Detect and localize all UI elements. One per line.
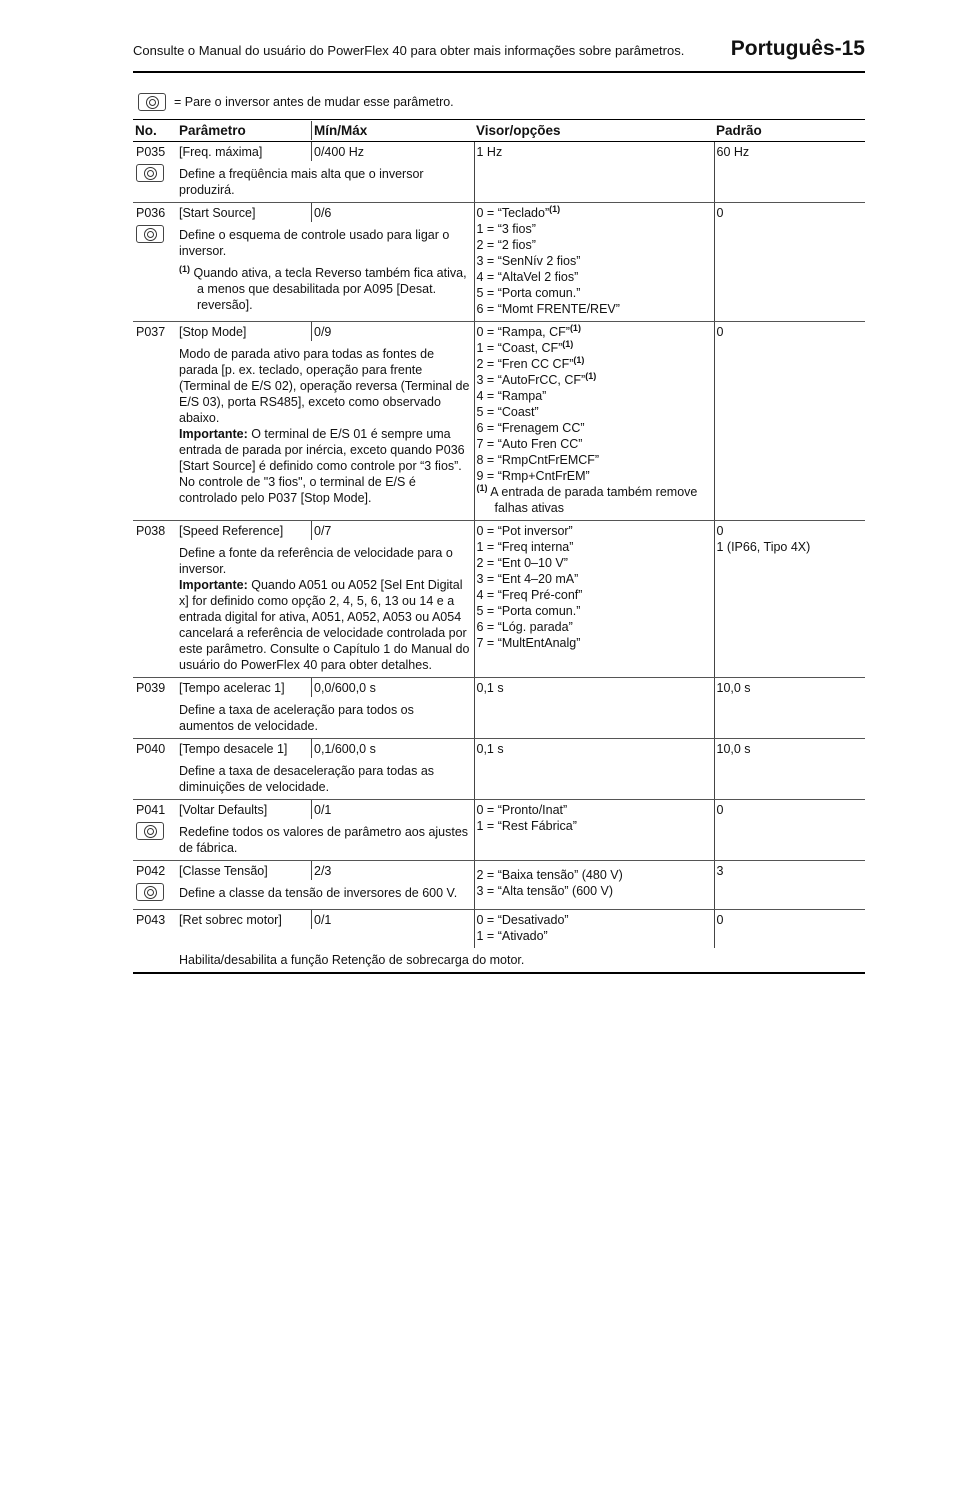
- param-default: 10,0 s: [714, 739, 865, 800]
- param-name: [Tempo desacele 1]: [179, 742, 288, 756]
- option: 1 = “Rest Fábrica”: [476, 819, 577, 833]
- table-row: [133, 739, 865, 800]
- option: 1 = “3 fios”: [476, 222, 536, 236]
- option: 6 = “Lóg. parada”: [476, 620, 573, 634]
- param-number: P036: [136, 206, 166, 220]
- param-default: 3: [714, 861, 865, 910]
- stop-note-text: = Pare o inversor antes de mudar esse parâmetro.: [174, 95, 454, 109]
- param-default: 10,0 s: [714, 678, 865, 739]
- param-minmax: 0/6: [311, 205, 331, 221]
- param-minmax: 0,1/600,0 s: [311, 741, 376, 757]
- footnote-mark: (1): [549, 203, 561, 214]
- option: 6 = “Frenagem CC”: [476, 421, 585, 435]
- param-number: P040: [136, 742, 166, 756]
- param-number: P043: [136, 913, 166, 927]
- option: 1 Hz: [476, 145, 503, 159]
- table-row: [133, 322, 865, 521]
- param-name: [Classe Tensão]: [179, 864, 268, 878]
- footnote: [179, 265, 472, 313]
- param-minmax: 0/400 Hz: [311, 144, 364, 160]
- important-label: Importante:: [179, 578, 248, 592]
- col-param-label: Parâmetro: [179, 123, 246, 138]
- option: 2 = “Baixa tensão” (480 V): [476, 868, 623, 882]
- footnote-text: A entrada de parada também remove falhas ativas: [490, 485, 698, 515]
- table-row: [133, 910, 865, 949]
- param-description: Redefine todos os valores de parâmetro aos ajustes de fábrica.: [179, 825, 469, 855]
- param-default: 0: [714, 203, 865, 322]
- option: 0 = “Rampa, CF”$^{(1)}$: [476, 322, 581, 339]
- option: 3 = “Alta tensão” (600 V): [476, 884, 614, 898]
- important-note: [179, 426, 472, 506]
- param-description: Define o esquema de controle usado para ligar o inversor.: [179, 228, 450, 258]
- footnote-mark: (1): [179, 263, 190, 274]
- param-default-alt: 1 (IP66, Tipo 4X): [716, 540, 811, 554]
- option: 0,1 s: [476, 742, 504, 756]
- option: 2 = “Ent 0–10 V”: [476, 556, 568, 570]
- option: 4 = “AltaVel 2 fios”: [476, 270, 579, 284]
- param-minmax: 2/3: [311, 863, 331, 879]
- param-name: [Freq. máxima]: [179, 145, 263, 159]
- parameter-table: [133, 119, 865, 974]
- option: 5 = “Porta comun.”: [476, 604, 581, 618]
- param-number: P041: [136, 803, 166, 817]
- option: 0 = “Teclado”$^{(1)}$: [476, 203, 561, 220]
- header-rule: [133, 71, 865, 73]
- param-default: 0: [716, 524, 724, 538]
- important-text: O terminal de E/S 01 é sempre uma entrada de parada por inércia, exceto quando P036 [Start Source] é definido como controle por “3 fios”. No controle de "3 fios", o terminal de E/S é controlado pelo P037 [Stop Mode].: [179, 427, 465, 505]
- table-row: [133, 203, 865, 322]
- param-number: P037: [136, 325, 166, 339]
- option: 8 = “RmpCntFrEMCF”: [476, 453, 600, 467]
- stop-note: [138, 93, 454, 111]
- param-number: P035: [136, 145, 166, 159]
- param-minmax: 0/1: [311, 802, 331, 818]
- option: 7 = “Auto Fren CC”: [476, 437, 583, 451]
- option: 0 = “Pronto/Inat”: [476, 803, 568, 817]
- footnote-mark: (1): [476, 482, 488, 493]
- option: 1 = “Coast, CF”$^{(1)}$: [476, 338, 574, 355]
- param-default: 60 Hz: [714, 142, 865, 203]
- table-row: [133, 800, 865, 861]
- stop-drive-icon: [136, 164, 164, 182]
- param-description: Define a taxa de desaceleração para todas as diminuições de velocidade.: [179, 764, 435, 794]
- param-minmax: 0/9: [311, 324, 331, 340]
- param-minmax: 0/1: [311, 912, 331, 928]
- option: 2 = “2 fios”: [476, 238, 536, 252]
- option: 9 = “Rmp+CntFrEM”: [476, 469, 590, 483]
- important-label: Importante:: [179, 427, 248, 441]
- stop-drive-icon: [136, 883, 164, 901]
- param-name: [Tempo acelerac 1]: [179, 681, 285, 695]
- param-default: 0: [714, 322, 865, 521]
- param-name: [Ret sobrec motor]: [179, 913, 282, 927]
- stop-drive-icon: [136, 225, 164, 243]
- table-row: [133, 142, 865, 203]
- header-text: Consulte o Manual do usuário do PowerFlex 40 para obter mais informações sobre parâmetros.: [133, 43, 685, 58]
- table-row: [133, 678, 865, 739]
- option: 7 = “MultEntAnalg”: [476, 636, 581, 650]
- option: 1 = “Ativado”: [476, 929, 548, 943]
- param-name: [Stop Mode]: [179, 325, 247, 339]
- param-number: P038: [136, 524, 166, 538]
- table-row: [133, 948, 865, 973]
- option: 4 = “Freq Pré-conf”: [476, 588, 583, 602]
- col-default: Padrão: [714, 120, 865, 142]
- option: 6 = “Momt FRENTE/REV”: [476, 302, 620, 316]
- param-description: Define a freqüência mais alta que o inversor produzirá.: [179, 167, 424, 197]
- option: 0 = “Desativado”: [476, 913, 569, 927]
- col-minmax-label: Mín/Máx: [311, 123, 367, 139]
- option: 3 = “SenNív 2 fios”: [476, 254, 581, 268]
- col-param: [177, 120, 474, 142]
- footnote-text: Quando ativa, a tecla Reverso também fica ativa, a menos que desabilitada por A095 [Desat. reversão].: [193, 266, 467, 312]
- option: 5 = “Porta comun.”: [476, 286, 581, 300]
- stop-drive-icon: [136, 822, 164, 840]
- option: 3 = “AutoFrCC, CF”$^{(1)}$: [476, 370, 597, 387]
- param-description: Habilita/desabilita a função Retenção de sobrecarga do motor.: [177, 948, 865, 973]
- important-text: Quando A051 ou A052 [Sel Ent Digital x] for definido como opção 2, 4, 5, 6, 13 ou 14 e a entrada digital for ativa, A051, A052, A053 ou A054 cancelará a referência de velocidade controlada por este parâmetro. Consulte o Capítulo 1 do Manual do usuário do PowerFlex 40 para obter detalhes.: [179, 578, 470, 672]
- param-description: Modo de parada ativo para todas as fontes de parada [p. ex. teclado, operação para frente (Terminal de E/S 02), operação reversa (Terminal de E/S 03), porta RS485], exceto como observado abaixo.: [179, 347, 470, 425]
- option: 3 = “Ent 4–20 mA”: [476, 572, 579, 586]
- page-number: Português-15: [730, 37, 865, 60]
- col-no: No.: [133, 120, 177, 142]
- option: 0 = “Pot inversor”: [476, 524, 573, 538]
- option: 4 = “Rampa”: [476, 389, 547, 403]
- param-name: [Voltar Defaults]: [179, 803, 268, 817]
- param-description: Define a taxa de aceleração para todos os aumentos de velocidade.: [179, 703, 414, 733]
- table-header: [133, 120, 865, 142]
- param-name: [Start Source]: [179, 206, 256, 220]
- table-row: [133, 861, 865, 910]
- option: 2 = “Fren CC CF”$^{(1)}$: [476, 354, 585, 371]
- param-description: Define a fonte da referência de velocidade para o inversor.: [179, 546, 453, 576]
- col-display: Visor/opções: [474, 120, 714, 142]
- param-default: 0: [714, 800, 865, 861]
- param-default: 0: [714, 910, 865, 949]
- param-name: [Speed Reference]: [179, 524, 284, 538]
- option: 5 = “Coast”: [476, 405, 539, 419]
- option: 0,1 s: [476, 681, 504, 695]
- param-number: P042: [136, 864, 166, 878]
- stop-drive-icon: [138, 93, 166, 111]
- param-number: P039: [136, 681, 166, 695]
- important-note: [179, 577, 472, 673]
- param-minmax: 0,0/600,0 s: [311, 680, 376, 696]
- param-description: Define a classe da tensão de inversores de 600 V.: [179, 886, 458, 900]
- option: 1 = “Freq interna”: [476, 540, 574, 554]
- table-row: [133, 521, 865, 678]
- param-minmax: 0/7: [311, 523, 331, 539]
- footnote: [477, 484, 712, 516]
